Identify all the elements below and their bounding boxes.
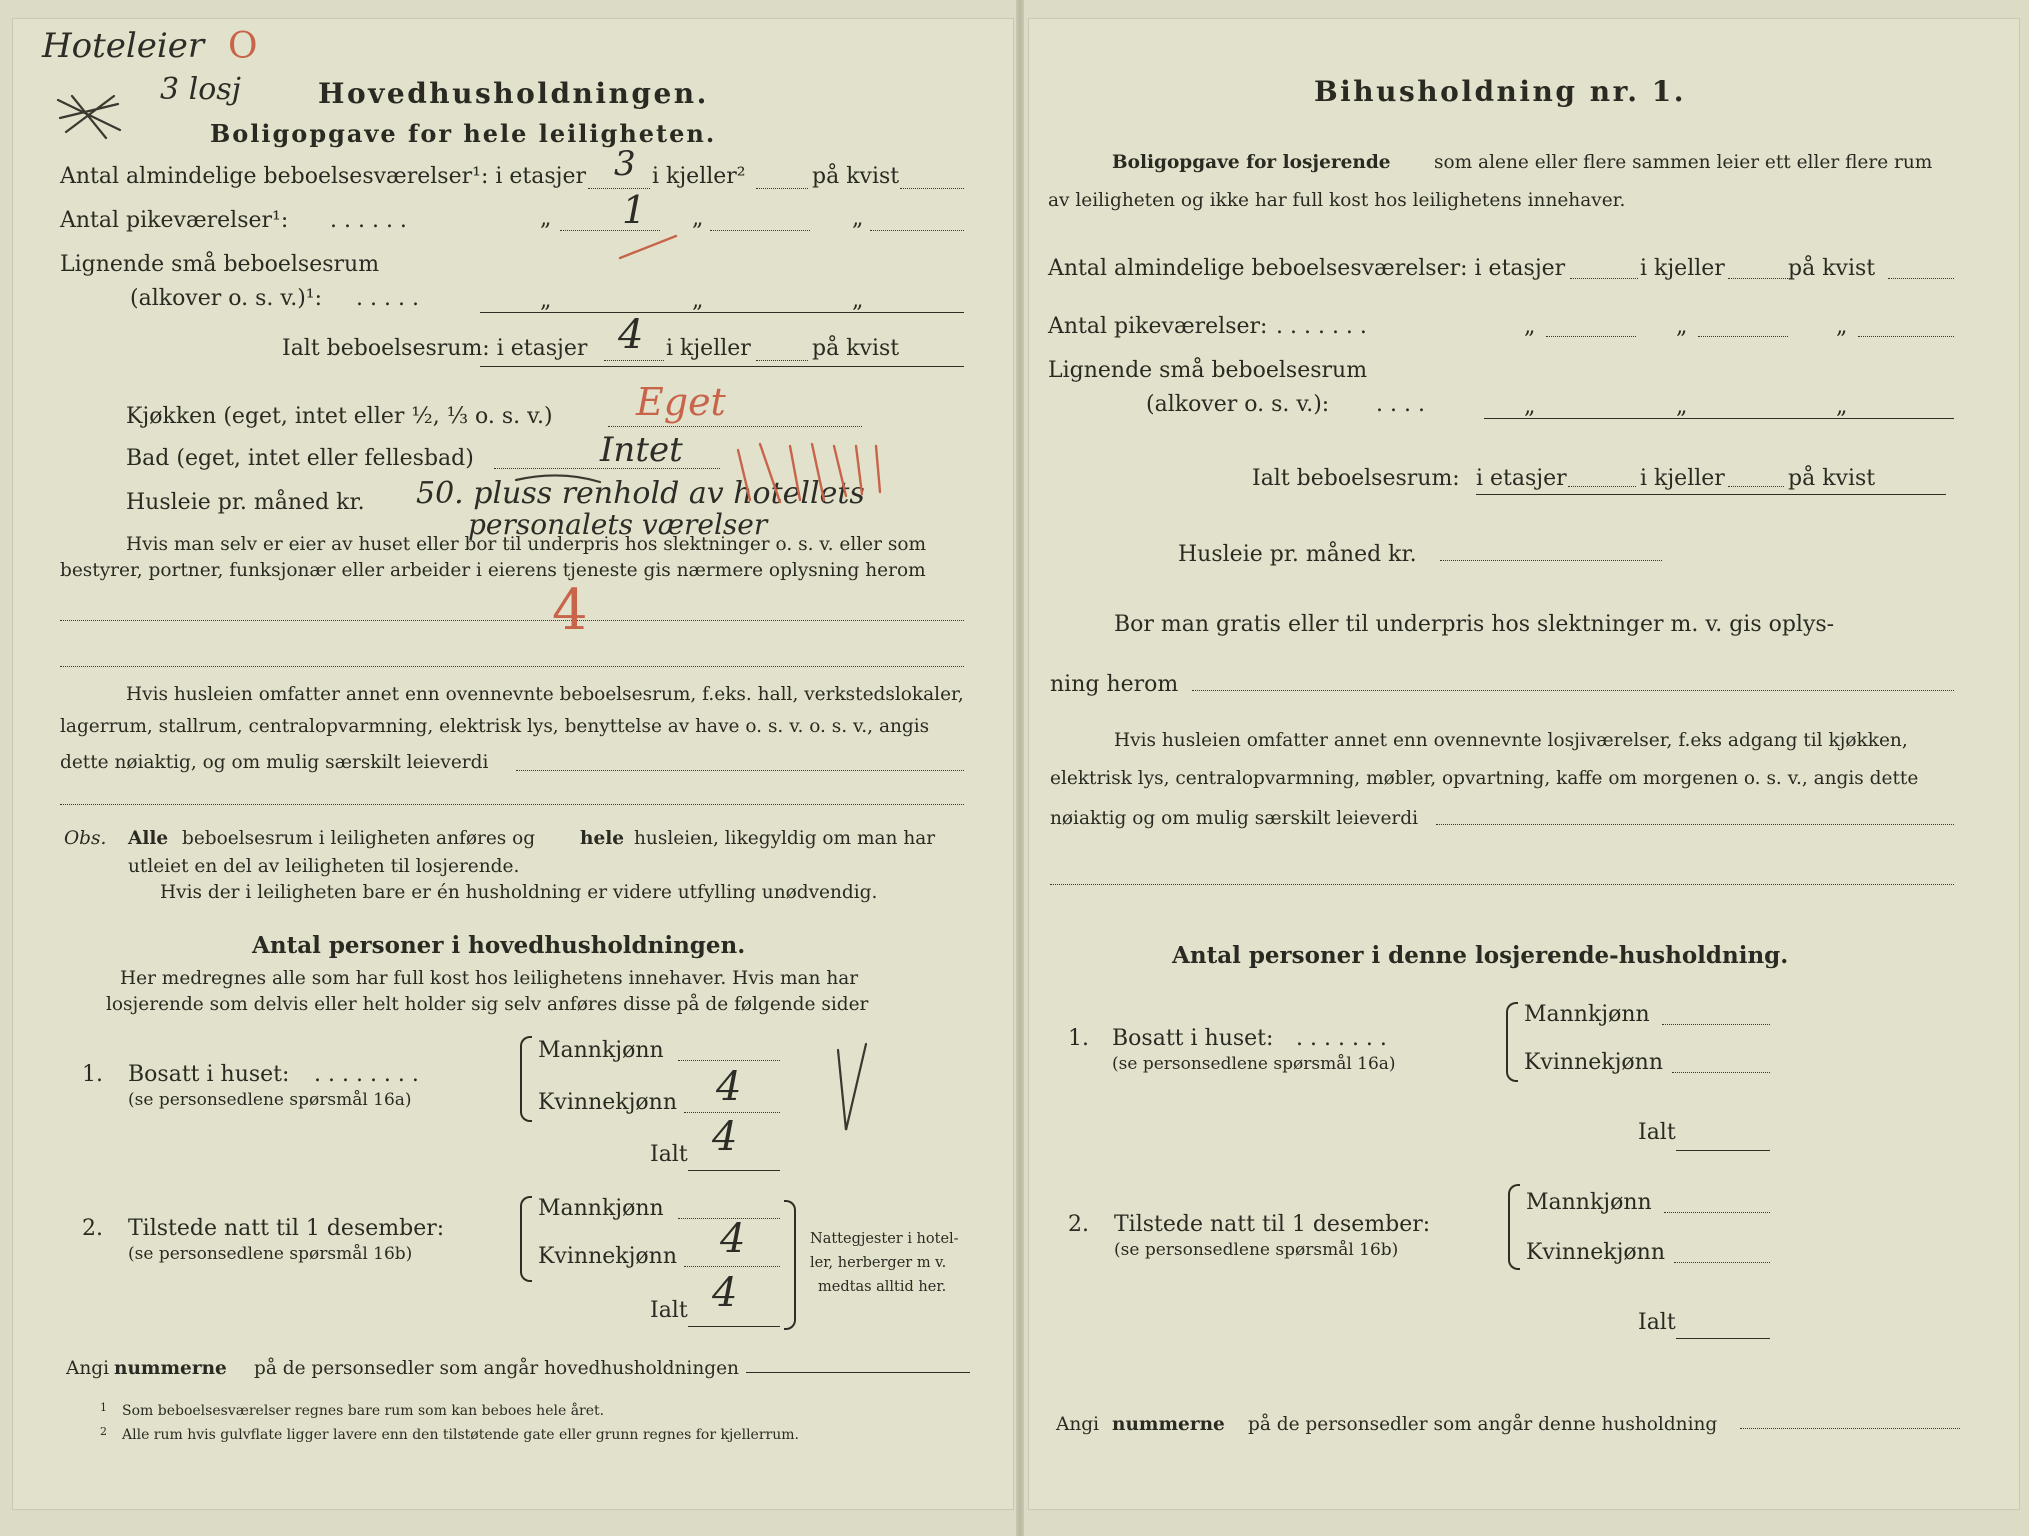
dots: . . . . . . . (1296, 1026, 1387, 1051)
footnote-2-number: 2 (100, 1425, 107, 1438)
ditto-mark: „ (1836, 394, 1848, 419)
footnote-1-number: 1 (100, 1401, 107, 1414)
handwritten-lodger-note: 3 losj (160, 72, 241, 107)
hw-maid-1: 1 (622, 188, 647, 232)
handwritten-occupation: Hoteleier (42, 26, 205, 66)
obs-alle: Alle (128, 828, 169, 849)
r-q2-female: Kvinnekjønn (1526, 1240, 1665, 1265)
persons-text-1: Her medregnes alle som har full kost hos leilighetens innehaver. Hvis man har (120, 968, 859, 989)
r-angi-text: på de personsedler som angår denne husholdning (1248, 1414, 1718, 1435)
dots: . . . . . . (330, 208, 407, 233)
ditto-mark: „ (1676, 394, 1688, 419)
r-includes-3: nøiaktig og om mulig særskilt leieverdi (1050, 808, 1419, 829)
q2-sub: (se personsedlene spørsmål 16b) (1114, 1240, 1399, 1260)
kvist-label: på kvist (1788, 256, 1876, 281)
q1-male-label: Mannkjønn (538, 1038, 664, 1063)
ditto-mark: „ (1524, 394, 1536, 419)
footnote-2: Alle rum hvis gulvflate ligger lavere enn den tilstøtende gate eller grunn regnes for kjellerrum. (122, 1427, 799, 1443)
r-q2-total: Ialt (1638, 1310, 1676, 1335)
row-small-rooms-label: Lignende små beboelsesrum (60, 252, 380, 277)
total-rooms-label: Ialt beboelsesrum: i etasjer (282, 336, 588, 361)
r-angi-bold: nummerne (1112, 1414, 1225, 1435)
hw-rent-line2: personalets værelser (468, 508, 768, 541)
r-includes-2: elektrisk lys, centralopvarmning, møbler, opvartning, kaffe om morgenen o. s. v., angis dette (1050, 768, 1919, 789)
q1-total-label: Ialt (650, 1142, 688, 1167)
ditto-mark: „ (1676, 314, 1688, 339)
owner-text-2: bestyrer, portner, funksjonær eller arbeider i eierens tjeneste gis nærmere oplysning herom (60, 560, 926, 581)
q1-female-label: Kvinnekjønn (538, 1090, 677, 1115)
hw-total-4: 4 (618, 312, 644, 358)
red-zero-mark: O (228, 26, 258, 67)
r-q1-female: Kvinnekjønn (1524, 1050, 1663, 1075)
kvist-label: på kvist (1788, 466, 1876, 491)
rent-label: Husleie pr. måned kr. (126, 490, 365, 515)
includes-text-3: dette nøiaktig, og om mulig særskilt leieverdi (60, 752, 489, 773)
q2-male-label: Mannkjønn (538, 1196, 664, 1221)
kjeller-label: i kjeller² (652, 164, 746, 189)
dots: . . . . (1376, 392, 1425, 417)
persons-text-2: losjerende som delvis eller helt holder sig selv anføres disse på de følgende sider (106, 994, 869, 1015)
q1-label: Bosatt i huset: (128, 1062, 290, 1087)
angi-label: Angi (66, 1358, 110, 1379)
main-subtitle: Boligopgave for hele leiligheten. (210, 119, 717, 148)
obs-text-2: utleiet en del av leiligheten til losjerende. (128, 856, 520, 877)
obs-hele: hele (580, 828, 625, 849)
obs-label: Obs. (64, 828, 107, 849)
includes-text-1: Hvis husleien omfatter annet enn ovennevnte beboelsesrum, f.eks. hall, verkstedslokaler, (126, 684, 964, 705)
obs-text: husleien, likegyldig om man har (634, 828, 936, 849)
q2-number: 2. (1068, 1212, 1089, 1237)
angi-bold: nummerne (114, 1358, 227, 1379)
scribble-mark (58, 96, 120, 138)
q1-number: 1. (82, 1062, 103, 1087)
r-rent-label: Husleie pr. måned kr. (1178, 542, 1417, 567)
angi-text: på de personsedler som angår hovedhusholdningen (254, 1358, 739, 1379)
ditto-mark: „ (852, 206, 864, 231)
red-stroke (620, 236, 676, 258)
q2-number: 2. (82, 1216, 103, 1241)
ditto-mark: „ (692, 288, 704, 313)
kjeller-label: i kjeller (666, 336, 751, 361)
row-maid-rooms-label: Antal pikeværelser¹: (60, 208, 289, 233)
r-row-maid-rooms: Antal pikeværelser: (1048, 314, 1268, 339)
lodger-intro-bold: Boligopgave for losjerende (1112, 152, 1391, 173)
r-q2-male: Mannkjønn (1526, 1190, 1652, 1215)
r-persons-title: Antal personer i denne losjerende-husholdning. (1172, 942, 1789, 969)
r-includes-1: Hvis husleien omfatter annet enn ovennevnte losjiværelser, f.eks adgang til kjøkken, (1114, 730, 1908, 751)
r-row-small-rooms: Lignende små beboelsesrum (1048, 358, 1368, 383)
r-free-text-2: ning herom (1050, 672, 1179, 697)
hw-q1-female: 4 (716, 1064, 742, 1110)
main-title: Hovedhusholdningen. (318, 77, 709, 110)
r-total-rooms: Ialt beboelsesrum: (1252, 466, 1460, 491)
kjeller-label: i kjeller (1640, 466, 1725, 491)
r-q1-male: Mannkjønn (1524, 1002, 1650, 1027)
q1-sub: (se personsedlene spørsmål 16a) (128, 1090, 412, 1110)
rent-strike (516, 475, 600, 482)
hw-q2-total: 4 (712, 1270, 738, 1316)
dots: . . . . . . . . (314, 1062, 419, 1087)
q2-label: Tilstede natt til 1 desember: (1114, 1212, 1431, 1237)
q2-label: Tilstede natt til 1 desember: (128, 1216, 445, 1241)
ditto-mark: „ (540, 288, 552, 313)
r-q1-total: Ialt (1638, 1120, 1676, 1145)
right-title: Bihusholdning nr. 1. (1314, 75, 1686, 108)
etasjer-label: i etasjer (1476, 466, 1567, 491)
footnote-1: Som beboelsesværelser regnes bare rum som kan beboes hele året. (122, 1403, 605, 1419)
ditto-mark: „ (692, 206, 704, 231)
obs-text: beboelsesrum i leiligheten anføres og (182, 828, 536, 849)
ditto-mark: „ (1836, 314, 1848, 339)
lodger-intro-1: som alene eller flere sammen leier ett eller flere rum (1434, 152, 1933, 173)
row-ordinary-rooms-label: Antal almindelige beboelsesværelser¹: i etasjer (60, 164, 587, 189)
dots: . . . . . . . (1276, 314, 1367, 339)
check-mark (838, 1044, 866, 1130)
night-guests-note-1: Nattegjester i hotel- (810, 1231, 959, 1247)
kvist-label: på kvist (812, 336, 900, 361)
night-guests-note-2: ler, herberger m v. (810, 1255, 947, 1271)
hw-etasjer-3: 3 (614, 144, 636, 184)
q1-sub: (se personsedlene spørsmål 16a) (1112, 1054, 1396, 1074)
owner-text-1: Hvis man selv er eier av huset eller bor til underpris hos slektninger o. s. v. eller som (126, 534, 927, 555)
red-strike-marks (738, 444, 880, 502)
r-row-ordinary-rooms: Antal almindelige beboelsesværelser: i etasjer (1048, 256, 1566, 281)
hw-kitchen: Eget (636, 380, 726, 424)
q1-label: Bosatt i huset: (1112, 1026, 1274, 1051)
r-row-small-rooms-sub: (alkover o. s. v.): (1146, 392, 1330, 417)
q2-female-label: Kvinnekjønn (538, 1244, 677, 1269)
hw-bath: Intet (600, 430, 683, 470)
obs-text-3: Hvis der i leiligheten bare er én husholdning er videre utfylling unødvendig. (160, 882, 878, 903)
r-free-text-1: Bor man gratis eller til underpris hos slektninger m. v. gis oplys- (1114, 612, 1835, 637)
red-4-mark: 4 (552, 578, 588, 643)
hw-rent-line1: 50. pluss renhold av hotellets (416, 476, 865, 511)
kvist-label: på kvist (812, 164, 900, 189)
bath-label: Bad (eget, intet eller fellesbad) (126, 446, 474, 471)
kjeller-label: i kjeller (1640, 256, 1725, 281)
hw-q1-total: 4 (712, 1114, 738, 1160)
q2-sub: (se personsedlene spørsmål 16b) (128, 1244, 413, 1264)
ditto-mark: „ (852, 288, 864, 313)
hw-q2-female: 4 (720, 1216, 746, 1262)
kitchen-label: Kjøkken (eget, intet eller ½, ⅓ o. s. v.) (126, 404, 553, 429)
r-angi-label: Angi (1056, 1414, 1100, 1435)
q2-total-label: Ialt (650, 1298, 688, 1323)
persons-title: Antal personer i hovedhusholdningen. (252, 932, 746, 959)
ditto-mark: „ (1524, 314, 1536, 339)
q1-number: 1. (1068, 1026, 1089, 1051)
night-guests-note-3: medtas alltid her. (818, 1279, 947, 1295)
row-small-rooms-sub: (alkover o. s. v.)¹: (130, 286, 323, 311)
lodger-intro-2: av leiligheten og ikke har full kost hos leilighetens innehaver. (1048, 190, 1626, 211)
includes-text-2: lagerrum, stallrum, centralopvarmning, elektrisk lys, benyttelse av have o. s. v. o. s. v., angis (60, 716, 930, 737)
ditto-mark: „ (540, 206, 552, 231)
dots: . . . . . (356, 286, 419, 311)
